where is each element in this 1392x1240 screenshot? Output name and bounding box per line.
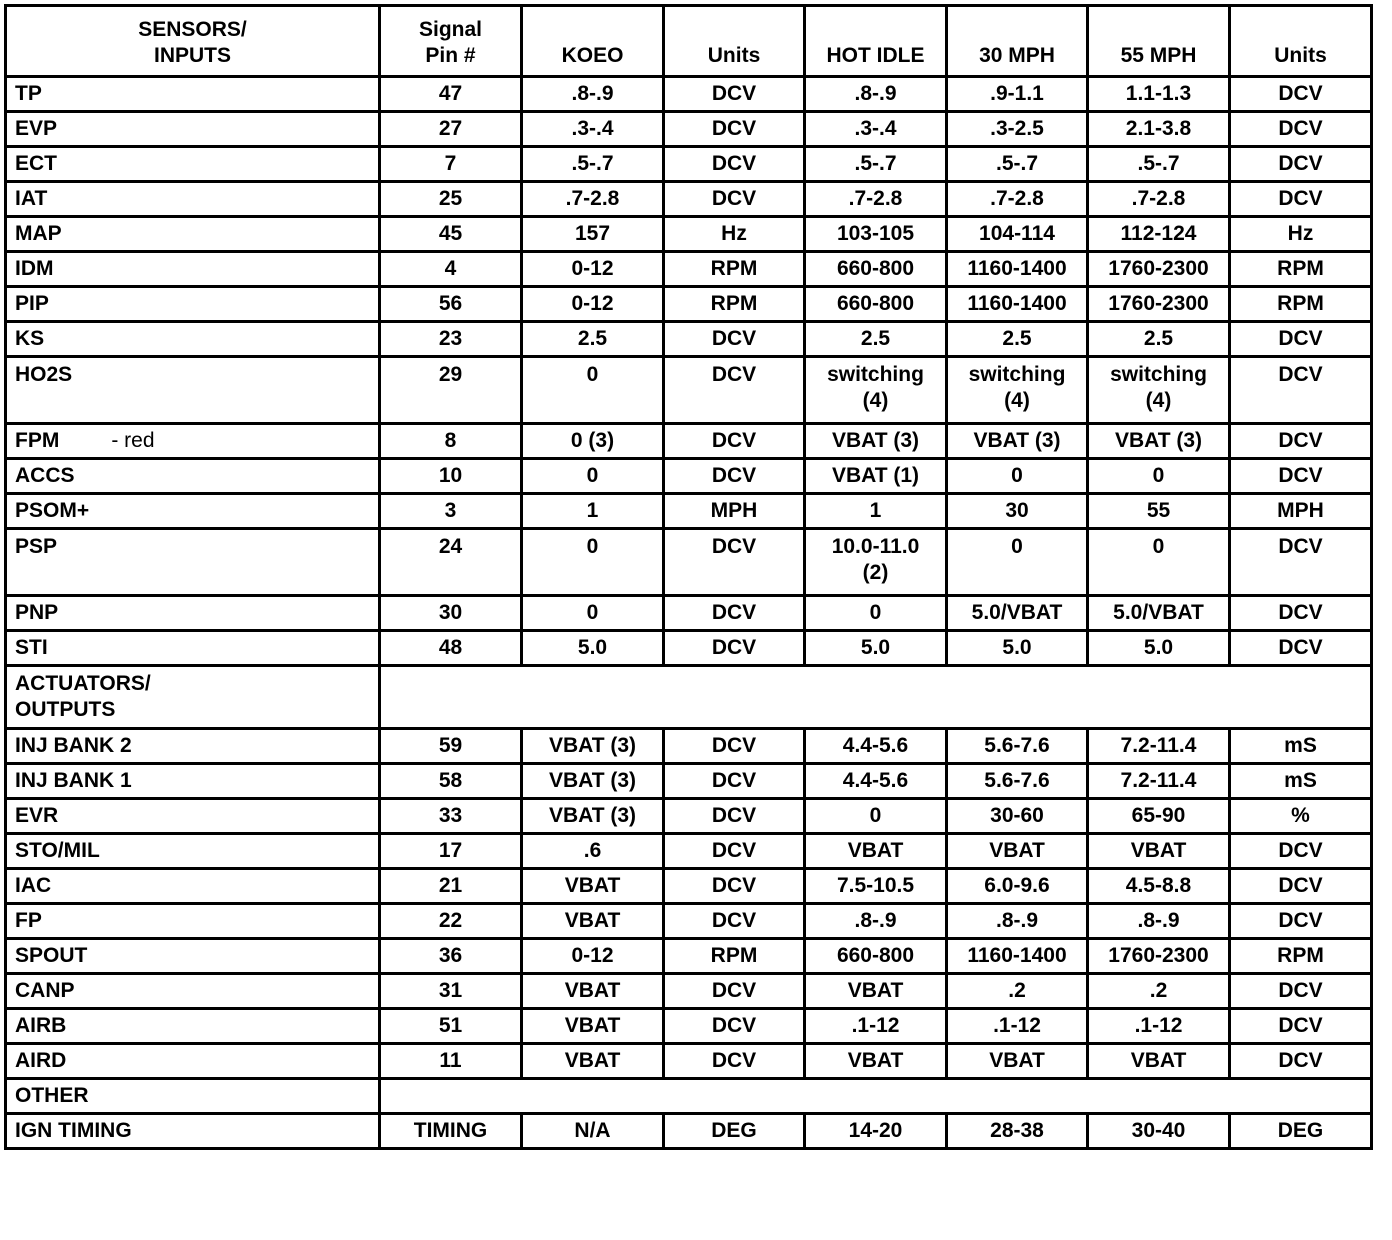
koeo-cell: 0	[522, 459, 664, 494]
30mph-cell: .3-2.5	[947, 112, 1088, 147]
koeo-cell: 0	[522, 596, 664, 631]
header-pin: Signal Pin #	[380, 6, 522, 77]
koeo-cell: 0 (3)	[522, 424, 664, 459]
table-row	[6, 764, 1372, 799]
55mph-cell: VBAT (3)	[1088, 424, 1230, 459]
header-units: Units	[664, 6, 805, 77]
table-row	[6, 529, 1372, 596]
units-cell: DCV	[664, 799, 805, 834]
pin-cell: 24	[380, 529, 522, 596]
hot-idle-cell: 0	[805, 799, 947, 834]
koeo-cell: .7-2.8	[522, 182, 664, 217]
55mph-cell: 0	[1088, 529, 1230, 596]
table-row	[6, 1009, 1372, 1044]
units-cell: DCV	[664, 904, 805, 939]
sensor-name-cell: STO/MIL	[6, 834, 380, 869]
table-row	[6, 287, 1372, 322]
units-2-cell: mS	[1230, 764, 1372, 799]
koeo-cell: 0-12	[522, 939, 664, 974]
units-cell: RPM	[664, 287, 805, 322]
hot-idle-cell: .8-.9	[805, 904, 947, 939]
sensor-name-cell: PSP	[6, 529, 380, 596]
30mph-cell: 30-60	[947, 799, 1088, 834]
pin-cell: 29	[380, 357, 522, 424]
table-row	[6, 459, 1372, 494]
table-row	[6, 834, 1372, 869]
pin-cell: 11	[380, 1044, 522, 1079]
hot-idle-cell: 660-800	[805, 287, 947, 322]
other-section-label: OTHER	[6, 1079, 380, 1114]
koeo-cell: 0-12	[522, 252, 664, 287]
hot-idle-cell: 4.4-5.6	[805, 764, 947, 799]
units-cell: DCV	[664, 764, 805, 799]
koeo-cell: VBAT (3)	[522, 764, 664, 799]
koeo-cell: .3-.4	[522, 112, 664, 147]
units-2-cell: DCV	[1230, 357, 1372, 424]
table-row	[6, 1114, 1372, 1149]
table-row	[6, 1044, 1372, 1079]
header-sensor: SENSORS/ INPUTS	[6, 6, 380, 77]
pin-cell: 30	[380, 596, 522, 631]
55mph-cell: 0	[1088, 459, 1230, 494]
pin-cell: TIMING	[380, 1114, 522, 1149]
sensor-name-cell: INJ BANK 2	[6, 729, 380, 764]
units-2-cell: DCV	[1230, 77, 1372, 112]
units-2-cell: DCV	[1230, 112, 1372, 147]
55mph-cell: 7.2-11.4	[1088, 764, 1230, 799]
55mph-cell: .8-.9	[1088, 904, 1230, 939]
units-cell: DCV	[664, 729, 805, 764]
units-cell: DCV	[664, 147, 805, 182]
units-cell: RPM	[664, 252, 805, 287]
30mph-cell: 30	[947, 494, 1088, 529]
30mph-cell: VBAT	[947, 834, 1088, 869]
30mph-cell: 0	[947, 529, 1088, 596]
units-cell: DCV	[664, 77, 805, 112]
table-row	[6, 799, 1372, 834]
units-cell: MPH	[664, 494, 805, 529]
30mph-cell: 0	[947, 459, 1088, 494]
koeo-cell: VBAT	[522, 1044, 664, 1079]
units-2-cell: Hz	[1230, 217, 1372, 252]
units-2-cell: RPM	[1230, 939, 1372, 974]
55mph-cell: 1760-2300	[1088, 252, 1230, 287]
units-cell: DCV	[664, 357, 805, 424]
units-2-cell: mS	[1230, 729, 1372, 764]
header-units-2: Units	[1230, 6, 1372, 77]
table-row	[6, 904, 1372, 939]
55mph-cell: 2.5	[1088, 322, 1230, 357]
koeo-cell: .8-.9	[522, 77, 664, 112]
sensor-name-cell: IAC	[6, 869, 380, 904]
hot-idle-cell: VBAT	[805, 974, 947, 1009]
units-cell: DCV	[664, 869, 805, 904]
55mph-cell: 5.0/VBAT	[1088, 596, 1230, 631]
30mph-cell: 5.0	[947, 631, 1088, 666]
units-2-cell: RPM	[1230, 287, 1372, 322]
table-row	[6, 77, 1372, 112]
hot-idle-cell: 4.4-5.6	[805, 729, 947, 764]
units-2-cell: DCV	[1230, 974, 1372, 1009]
55mph-cell: 65-90	[1088, 799, 1230, 834]
55mph-cell: 1760-2300	[1088, 939, 1230, 974]
koeo-cell: 0	[522, 529, 664, 596]
sensor-name-cell: SPOUT	[6, 939, 380, 974]
30mph-cell: .2	[947, 974, 1088, 1009]
other-section-blank	[380, 1079, 1372, 1114]
pin-cell: 36	[380, 939, 522, 974]
55mph-cell: 1760-2300	[1088, 287, 1230, 322]
sensor-name-cell	[6, 424, 380, 459]
units-2-cell: DCV	[1230, 182, 1372, 217]
units-2-cell: MPH	[1230, 494, 1372, 529]
30mph-cell: 28-38	[947, 1114, 1088, 1149]
koeo-cell: 0-12	[522, 287, 664, 322]
sensor-name-cell: STI	[6, 631, 380, 666]
pin-cell: 7	[380, 147, 522, 182]
header-koeo: KOEO	[522, 6, 664, 77]
55mph-cell: 112-124	[1088, 217, 1230, 252]
30mph-cell: 104-114	[947, 217, 1088, 252]
sensor-name-cell: MAP	[6, 217, 380, 252]
hot-idle-cell: VBAT (1)	[805, 459, 947, 494]
units-cell: DCV	[664, 1009, 805, 1044]
hot-idle-cell: 0	[805, 596, 947, 631]
pin-cell: 48	[380, 631, 522, 666]
units-cell: DCV	[664, 974, 805, 1009]
pin-cell: 51	[380, 1009, 522, 1044]
units-2-cell: DEG	[1230, 1114, 1372, 1149]
header-30mph: 30 MPH	[947, 6, 1088, 77]
hot-idle-cell: 10.0-11.0 (2)	[805, 529, 947, 596]
units-2-cell: %	[1230, 799, 1372, 834]
55mph-cell: VBAT	[1088, 1044, 1230, 1079]
55mph-cell: 7.2-11.4	[1088, 729, 1230, 764]
hot-idle-cell: 2.5	[805, 322, 947, 357]
units-2-cell: DCV	[1230, 904, 1372, 939]
30mph-cell: 5.6-7.6	[947, 729, 1088, 764]
table-row	[6, 357, 1372, 424]
55mph-cell: 55	[1088, 494, 1230, 529]
actuators-section-row	[6, 666, 1372, 729]
sensor-name-cell: PNP	[6, 596, 380, 631]
sensor-name-cell: IGN TIMING	[6, 1114, 380, 1149]
table-row	[6, 322, 1372, 357]
pin-cell: 4	[380, 252, 522, 287]
koeo-cell: N/A	[522, 1114, 664, 1149]
55mph-cell: 30-40	[1088, 1114, 1230, 1149]
table-row	[6, 182, 1372, 217]
koeo-cell: VBAT	[522, 869, 664, 904]
55mph-cell: .1-12	[1088, 1009, 1230, 1044]
pin-cell: 17	[380, 834, 522, 869]
units-cell: DCV	[664, 112, 805, 147]
30mph-cell: 2.5	[947, 322, 1088, 357]
koeo-cell: VBAT (3)	[522, 799, 664, 834]
55mph-cell: switching (4)	[1088, 357, 1230, 424]
pin-cell: 31	[380, 974, 522, 1009]
55mph-cell: .7-2.8	[1088, 182, 1230, 217]
table-row	[6, 974, 1372, 1009]
30mph-cell: switching (4)	[947, 357, 1088, 424]
55mph-cell: 4.5-8.8	[1088, 869, 1230, 904]
koeo-cell: VBAT	[522, 974, 664, 1009]
fpm-suffix: - red	[111, 429, 155, 452]
units-cell: DCV	[664, 322, 805, 357]
pin-cell: 45	[380, 217, 522, 252]
units-2-cell: DCV	[1230, 596, 1372, 631]
units-2-cell: DCV	[1230, 459, 1372, 494]
header-hot-idle: HOT IDLE	[805, 6, 947, 77]
55mph-cell: 2.1-3.8	[1088, 112, 1230, 147]
pin-cell: 27	[380, 112, 522, 147]
pin-cell: 22	[380, 904, 522, 939]
koeo-cell: .6	[522, 834, 664, 869]
units-cell: DEG	[664, 1114, 805, 1149]
hot-idle-cell: VBAT	[805, 834, 947, 869]
koeo-cell: 157	[522, 217, 664, 252]
hot-idle-cell: 1	[805, 494, 947, 529]
sensor-spec-table	[4, 4, 1373, 1150]
30mph-cell: .8-.9	[947, 904, 1088, 939]
sensor-name-cell: IAT	[6, 182, 380, 217]
koeo-cell: VBAT (3)	[522, 729, 664, 764]
hot-idle-cell: 14-20	[805, 1114, 947, 1149]
units-cell: Hz	[664, 217, 805, 252]
koeo-cell: VBAT	[522, 904, 664, 939]
units-2-cell: DCV	[1230, 834, 1372, 869]
hot-idle-cell: .7-2.8	[805, 182, 947, 217]
sensor-name-cell: AIRD	[6, 1044, 380, 1079]
actuators-section-blank	[380, 666, 1372, 729]
koeo-cell: 2.5	[522, 322, 664, 357]
units-2-cell: DCV	[1230, 147, 1372, 182]
pin-cell: 23	[380, 322, 522, 357]
other-section-row	[6, 1079, 1372, 1114]
table-row	[6, 424, 1372, 459]
table-row	[6, 631, 1372, 666]
30mph-cell: 1160-1400	[947, 287, 1088, 322]
sensor-name-cell: IDM	[6, 252, 380, 287]
sensor-name-cell: AIRB	[6, 1009, 380, 1044]
units-cell: DCV	[664, 596, 805, 631]
koeo-cell: .5-.7	[522, 147, 664, 182]
units-cell: RPM	[664, 939, 805, 974]
hot-idle-cell: VBAT (3)	[805, 424, 947, 459]
30mph-cell: .7-2.8	[947, 182, 1088, 217]
table-row	[6, 596, 1372, 631]
table-row	[6, 217, 1372, 252]
pin-cell: 47	[380, 77, 522, 112]
hot-idle-cell: 5.0	[805, 631, 947, 666]
sensor-name-cell: PIP	[6, 287, 380, 322]
30mph-cell: 1160-1400	[947, 939, 1088, 974]
pin-cell: 21	[380, 869, 522, 904]
pin-cell: 3	[380, 494, 522, 529]
pin-cell: 58	[380, 764, 522, 799]
sensor-name-cell: TP	[6, 77, 380, 112]
table-row	[6, 147, 1372, 182]
table-row	[6, 939, 1372, 974]
pin-cell: 8	[380, 424, 522, 459]
30mph-cell: .9-1.1	[947, 77, 1088, 112]
units-2-cell: DCV	[1230, 1009, 1372, 1044]
actuators-section-label: ACTUATORS/ OUTPUTS	[6, 666, 380, 729]
hot-idle-cell: 660-800	[805, 939, 947, 974]
koeo-cell: 1	[522, 494, 664, 529]
hot-idle-cell: 660-800	[805, 252, 947, 287]
hot-idle-cell: .8-.9	[805, 77, 947, 112]
units-cell: DCV	[664, 631, 805, 666]
55mph-cell: 5.0	[1088, 631, 1230, 666]
hot-idle-cell: 103-105	[805, 217, 947, 252]
units-2-cell: DCV	[1230, 1044, 1372, 1079]
table-row	[6, 729, 1372, 764]
55mph-cell: .2	[1088, 974, 1230, 1009]
sensor-name-cell: HO2S	[6, 357, 380, 424]
units-2-cell: DCV	[1230, 424, 1372, 459]
hot-idle-cell: 7.5-10.5	[805, 869, 947, 904]
pin-cell: 59	[380, 729, 522, 764]
units-cell: DCV	[664, 529, 805, 596]
hot-idle-cell: .1-12	[805, 1009, 947, 1044]
30mph-cell: 1160-1400	[947, 252, 1088, 287]
sensor-name-cell: PSOM+	[6, 494, 380, 529]
sensor-name-cell: KS	[6, 322, 380, 357]
header-row	[6, 6, 1372, 77]
sensor-name-text: FPM	[15, 429, 60, 452]
30mph-cell: 5.6-7.6	[947, 764, 1088, 799]
units-2-cell: DCV	[1230, 631, 1372, 666]
units-cell: DCV	[664, 459, 805, 494]
pin-cell: 56	[380, 287, 522, 322]
units-cell: DCV	[664, 1044, 805, 1079]
hot-idle-cell: .3-.4	[805, 112, 947, 147]
sensor-name-cell: ACCS	[6, 459, 380, 494]
table-row	[6, 252, 1372, 287]
koeo-cell: 5.0	[522, 631, 664, 666]
hot-idle-cell: VBAT	[805, 1044, 947, 1079]
koeo-cell: VBAT	[522, 1009, 664, 1044]
sensor-name-cell: EVR	[6, 799, 380, 834]
hot-idle-cell: .5-.7	[805, 147, 947, 182]
55mph-cell: VBAT	[1088, 834, 1230, 869]
table-row	[6, 112, 1372, 147]
koeo-cell: 0	[522, 357, 664, 424]
30mph-cell: VBAT (3)	[947, 424, 1088, 459]
pin-cell: 10	[380, 459, 522, 494]
30mph-cell: .5-.7	[947, 147, 1088, 182]
units-2-cell: DCV	[1230, 322, 1372, 357]
units-2-cell: DCV	[1230, 529, 1372, 596]
55mph-cell: 1.1-1.3	[1088, 77, 1230, 112]
units-cell: DCV	[664, 834, 805, 869]
units-cell: DCV	[664, 182, 805, 217]
hot-idle-cell: switching (4)	[805, 357, 947, 424]
table-row	[6, 869, 1372, 904]
sensor-name-cell: FP	[6, 904, 380, 939]
table-row	[6, 494, 1372, 529]
30mph-cell: 6.0-9.6	[947, 869, 1088, 904]
55mph-cell: .5-.7	[1088, 147, 1230, 182]
sensor-name-cell: ECT	[6, 147, 380, 182]
30mph-cell: 5.0/VBAT	[947, 596, 1088, 631]
header-55mph: 55 MPH	[1088, 6, 1230, 77]
table-body	[6, 77, 1372, 1149]
sensor-name-cell: CANP	[6, 974, 380, 1009]
units-2-cell: DCV	[1230, 869, 1372, 904]
30mph-cell: .1-12	[947, 1009, 1088, 1044]
sensor-name-cell: INJ BANK 1	[6, 764, 380, 799]
units-cell: DCV	[664, 424, 805, 459]
sensor-name-cell: EVP	[6, 112, 380, 147]
pin-cell: 25	[380, 182, 522, 217]
30mph-cell: VBAT	[947, 1044, 1088, 1079]
pin-cell: 33	[380, 799, 522, 834]
units-2-cell: RPM	[1230, 252, 1372, 287]
